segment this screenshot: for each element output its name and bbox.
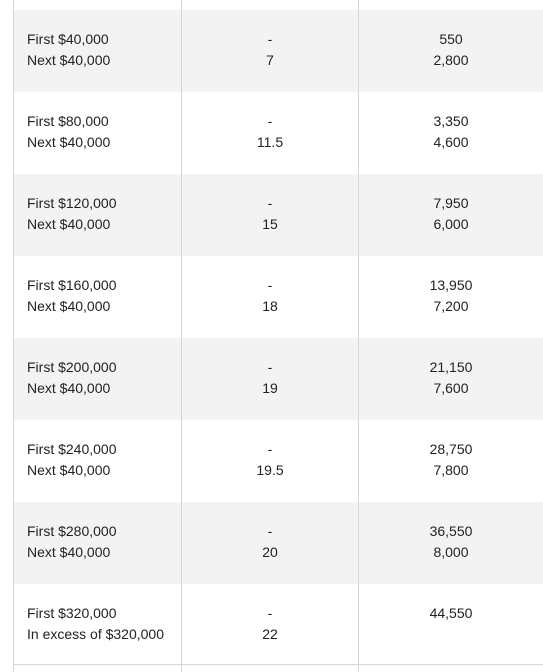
rate-value: - bbox=[267, 195, 273, 211]
rate-cell bbox=[182, 256, 358, 338]
tax-value: 2,800 bbox=[433, 52, 469, 68]
tax-rate-table bbox=[13, 10, 543, 664]
bracket-line: First $200,000 bbox=[27, 359, 117, 375]
bracket-line: First $80,000 bbox=[27, 113, 109, 129]
tax-cell bbox=[359, 92, 543, 174]
tax-value: 13,950 bbox=[429, 277, 473, 293]
bracket-cell bbox=[13, 338, 181, 420]
rate-cell bbox=[182, 92, 358, 174]
rate-value: 11.5 bbox=[256, 134, 284, 150]
bracket-line: First $160,000 bbox=[27, 277, 117, 293]
bracket-cell bbox=[13, 502, 181, 584]
rate-cell bbox=[182, 502, 358, 584]
table-row bbox=[13, 256, 543, 338]
bracket-line: Next $40,000 bbox=[27, 380, 111, 396]
tax-value: 6,000 bbox=[433, 216, 469, 232]
tax-value: 3,350 bbox=[433, 113, 469, 129]
bracket-line: First $120,000 bbox=[27, 195, 117, 211]
tax-value: 44,550 bbox=[429, 605, 473, 621]
bracket-line: Next $40,000 bbox=[27, 544, 111, 560]
tax-value: 7,600 bbox=[433, 380, 469, 396]
rate-value: - bbox=[267, 523, 273, 539]
bracket-line: In excess of $320,000 bbox=[27, 626, 164, 642]
bracket-line: Next $40,000 bbox=[27, 216, 111, 232]
bracket-line: First $280,000 bbox=[27, 523, 117, 539]
tax-cell bbox=[359, 338, 543, 420]
tax-value: 36,550 bbox=[429, 523, 473, 539]
table-row bbox=[13, 92, 543, 174]
rate-value: - bbox=[267, 605, 273, 621]
column-divider bbox=[358, 0, 359, 672]
tax-value: 550 bbox=[439, 31, 463, 47]
rate-value: 7 bbox=[266, 52, 274, 68]
table-row bbox=[13, 420, 543, 502]
tax-value: 28,750 bbox=[429, 441, 473, 457]
rate-value: 18 bbox=[262, 298, 278, 314]
table-row bbox=[13, 338, 543, 420]
rate-value: - bbox=[267, 113, 273, 129]
rate-value: 19.5 bbox=[256, 462, 284, 478]
rate-value: - bbox=[267, 441, 273, 457]
bracket-line: First $320,000 bbox=[27, 605, 117, 621]
tax-cell bbox=[359, 420, 543, 502]
rate-value: - bbox=[267, 277, 273, 293]
table-row bbox=[13, 174, 543, 256]
bracket-line: First $40,000 bbox=[27, 31, 109, 47]
bracket-line: Next $40,000 bbox=[27, 134, 111, 150]
table-row bbox=[13, 10, 543, 92]
tax-value: 7,800 bbox=[433, 462, 469, 478]
tax-value: 7,950 bbox=[433, 195, 469, 211]
rate-cell bbox=[182, 174, 358, 256]
tax-cell bbox=[359, 502, 543, 584]
rate-cell bbox=[182, 420, 358, 502]
rate-value: 15 bbox=[262, 216, 278, 232]
bracket-cell bbox=[13, 420, 181, 502]
table-row bbox=[13, 502, 543, 584]
tax-cell bbox=[359, 174, 543, 256]
tax-value: 4,600 bbox=[433, 134, 469, 150]
rate-value: 22 bbox=[262, 626, 278, 642]
bracket-cell bbox=[13, 10, 181, 92]
bracket-line: Next $40,000 bbox=[27, 52, 111, 68]
tax-cell bbox=[359, 10, 543, 92]
bracket-line: Next $40,000 bbox=[27, 462, 111, 478]
tax-cell bbox=[359, 256, 543, 338]
rate-value: - bbox=[267, 359, 273, 375]
bracket-cell bbox=[13, 256, 181, 338]
tax-value: 8,000 bbox=[433, 544, 469, 560]
bracket-cell bbox=[13, 92, 181, 174]
rate-cell bbox=[182, 338, 358, 420]
column-divider bbox=[181, 0, 182, 672]
bracket-line: Next $40,000 bbox=[27, 298, 111, 314]
tax-value: 21,150 bbox=[429, 359, 473, 375]
tax-cell bbox=[359, 584, 543, 666]
rate-cell bbox=[182, 584, 358, 666]
rate-cell bbox=[182, 10, 358, 92]
table-bottom-border bbox=[13, 664, 543, 665]
table-row bbox=[13, 584, 543, 666]
bracket-cell bbox=[13, 174, 181, 256]
rate-value: 19 bbox=[262, 380, 278, 396]
tax-value: 7,200 bbox=[433, 298, 469, 314]
bracket-cell bbox=[13, 584, 181, 666]
rate-value: - bbox=[267, 31, 273, 47]
bracket-line: First $240,000 bbox=[27, 441, 117, 457]
column-divider bbox=[13, 0, 14, 672]
rate-value: 20 bbox=[262, 544, 278, 560]
